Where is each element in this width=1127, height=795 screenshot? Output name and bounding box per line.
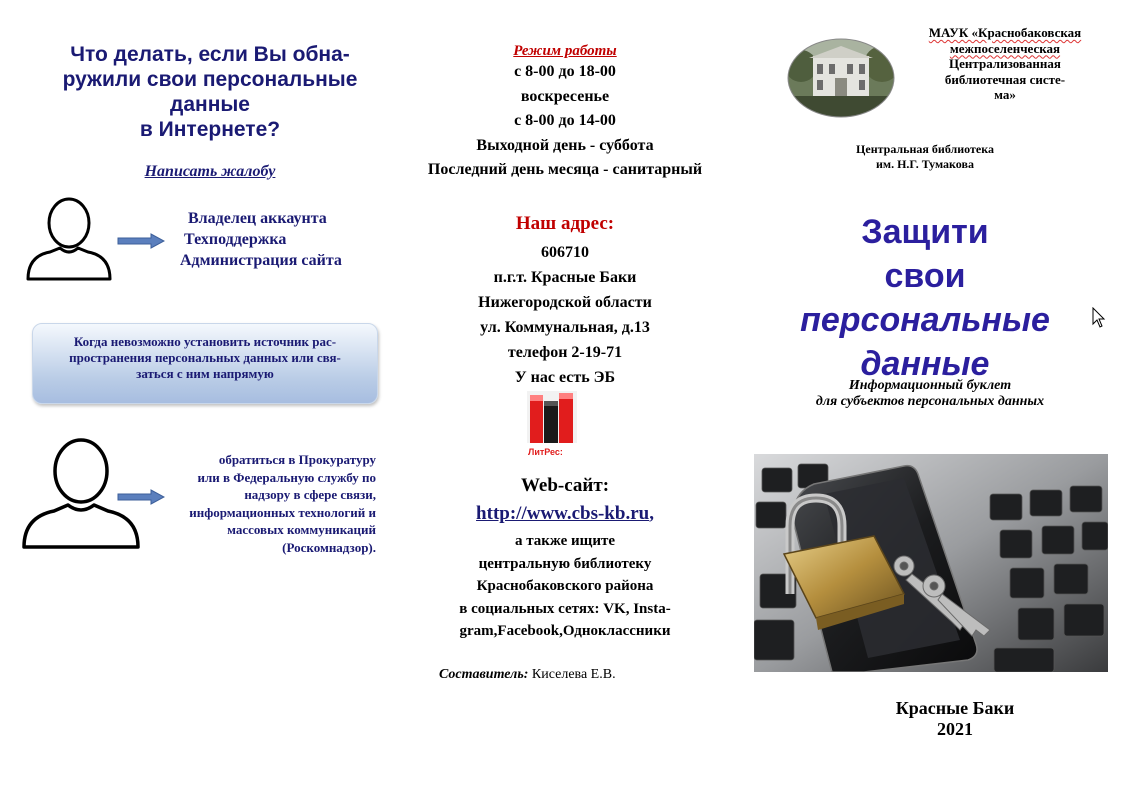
author-name: Киселева Е.В. bbox=[531, 667, 616, 682]
question-line: Что делать, если Вы обна- bbox=[70, 43, 350, 66]
website-title: Web-сайт: bbox=[520, 475, 610, 496]
year: 2021 bbox=[937, 719, 973, 739]
website-link-row bbox=[400, 503, 730, 525]
prosecutor-line: (Роскомнадзор). bbox=[282, 539, 376, 555]
library-building-photo bbox=[787, 38, 895, 118]
target-support: Техподдержка bbox=[184, 231, 287, 248]
city-name: Красные Баки bbox=[895, 698, 1015, 718]
hours-title: Режим работы bbox=[513, 43, 617, 59]
target-owner: Владелец аккаунта bbox=[188, 210, 327, 227]
city-year bbox=[820, 698, 1090, 740]
organization-name bbox=[905, 25, 1105, 103]
litres-logo bbox=[524, 389, 580, 461]
arrow-right-icon bbox=[117, 233, 165, 249]
contact-targets bbox=[178, 208, 398, 271]
author-line bbox=[439, 667, 739, 683]
question-heading bbox=[40, 42, 380, 142]
link-comma: , bbox=[649, 503, 654, 524]
social-line: Краснобаковского района bbox=[476, 578, 654, 594]
callout-line: Когда невозможно установить источник рас- bbox=[73, 334, 337, 349]
subtitle-line: для субъектов персональных данных bbox=[815, 394, 1045, 409]
booklet-subtitle bbox=[770, 378, 1090, 410]
address-line: телефон 2-19-71 bbox=[507, 344, 623, 361]
prosecutor-line: или в Федеральную службу по bbox=[197, 469, 376, 485]
org-line: ма» bbox=[994, 87, 1016, 102]
hours-line: Последний день месяца - санитарный bbox=[427, 161, 703, 178]
address-line: п.г.т. Красные Баки bbox=[493, 269, 637, 286]
litres-logo-text: ЛитРес: bbox=[528, 447, 563, 457]
address-line: Нижегородской области bbox=[478, 294, 652, 311]
hours-line: Выходной день - суббота bbox=[476, 136, 654, 154]
title-line: персональные bbox=[800, 301, 1050, 339]
address-line: У нас есть ЭБ bbox=[514, 369, 616, 386]
author-label: Составитель: bbox=[439, 667, 529, 682]
title-line: Защити bbox=[861, 213, 989, 251]
complain-heading: Написать жалобу bbox=[144, 163, 276, 180]
callout-text bbox=[40, 334, 370, 382]
prosecutor-line: надзору в сфере связи, bbox=[244, 487, 376, 502]
prosecutor-line: массовых коммуникаций bbox=[227, 522, 376, 537]
hours-line: с 8-00 до 18-00 bbox=[514, 63, 616, 80]
working-hours bbox=[400, 60, 730, 183]
social-line: в социальных сетях: VK, Insta- bbox=[459, 600, 671, 617]
address-line: 606710 bbox=[541, 244, 589, 261]
central-library-name bbox=[830, 142, 1020, 172]
org-line: Централизованная bbox=[949, 56, 1061, 71]
address-title: Наш адрес: bbox=[515, 213, 615, 234]
central-line: Центральная библиотека bbox=[856, 142, 994, 156]
mouse-cursor-icon bbox=[1092, 307, 1106, 329]
prosecutor-text bbox=[140, 451, 376, 556]
social-line: gram,Facebook,Одноклассники bbox=[459, 623, 671, 639]
central-line: им. Н.Г. Тумакова bbox=[876, 157, 974, 171]
social-text bbox=[400, 530, 730, 643]
person-icon bbox=[24, 196, 114, 282]
org-line: межпоселенческая bbox=[949, 40, 1061, 56]
address-line: ул. Коммунальная, д.13 bbox=[480, 319, 650, 336]
question-line: данные bbox=[170, 93, 250, 116]
hours-line: с 8-00 до 14-00 bbox=[514, 112, 616, 129]
target-admin: Администрация сайта bbox=[180, 252, 342, 269]
prosecutor-line: информационных технологий и bbox=[189, 504, 376, 520]
social-line: а также ищите bbox=[514, 533, 615, 549]
title-line: данные bbox=[860, 345, 990, 383]
org-line: библиотечная систе- bbox=[944, 71, 1066, 87]
address-block bbox=[400, 240, 730, 390]
subtitle-line: Информационный буклет bbox=[848, 378, 1012, 393]
question-line: ружили свои персональные bbox=[62, 68, 358, 91]
booklet-title bbox=[770, 210, 1080, 386]
question-line: в Интернете? bbox=[139, 118, 281, 141]
title-line: свои bbox=[884, 257, 966, 295]
social-line: центральную библиотеку bbox=[478, 555, 652, 572]
website-link[interactable]: http://www.cbs-kb.ru bbox=[476, 503, 650, 524]
callout-line: пространения персональных данных или свя- bbox=[69, 350, 341, 365]
hours-line: воскресенье bbox=[520, 87, 610, 105]
callout-line: заться с ним напрямую bbox=[136, 366, 274, 381]
prosecutor-line: обратиться в Прокуратуру bbox=[218, 452, 376, 467]
org-line: МАУК «Краснобаковская bbox=[928, 25, 1082, 40]
padlock-keyboard-photo bbox=[754, 454, 1108, 672]
